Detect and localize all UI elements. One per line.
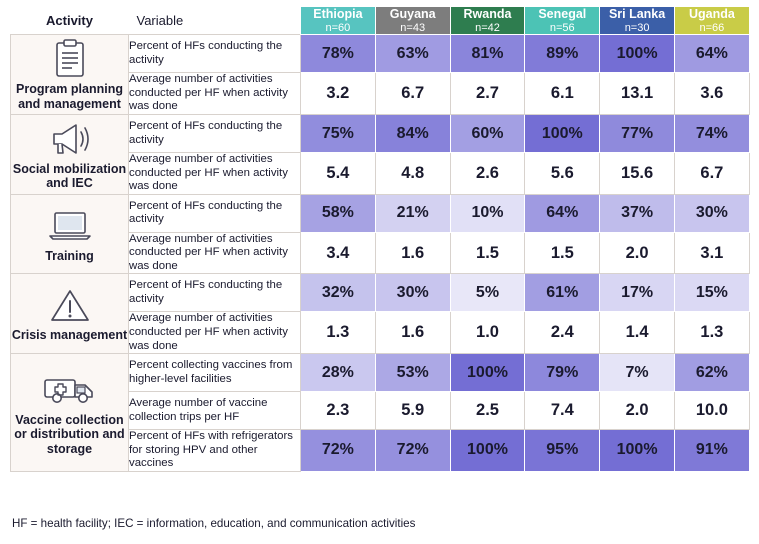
value-cell: 7.4 (525, 392, 600, 430)
value-cell: 100% (600, 35, 675, 73)
table-row (11, 115, 750, 153)
value-cell: 1.3 (674, 312, 749, 354)
variable-label: Percent collecting vaccines from higher-level facilities (129, 354, 301, 392)
value-cell: 3.4 (301, 232, 376, 274)
country-sample-size: n=30 (624, 22, 650, 34)
value-cell: 7% (600, 354, 675, 392)
header-row (11, 7, 750, 35)
variable-label: Percent of HFs conducting the activity (129, 274, 301, 312)
value-cell: 64% (525, 194, 600, 232)
value-cell: 64% (674, 35, 749, 73)
table-header (11, 7, 750, 35)
activity-label: Crisis management (11, 328, 128, 343)
value-cell: 28% (301, 354, 376, 392)
value-cell: 37% (600, 194, 675, 232)
activity-label: Social mobilization and IEC (12, 161, 127, 191)
variable-label: Percent of HFs conducting the activity (129, 194, 301, 232)
country-sample-size: n=56 (549, 22, 575, 34)
value-cell: 2.0 (600, 392, 675, 430)
activity-country-matrix (10, 6, 750, 472)
variable-label: Average number of activities conducted per HF when activity was done (129, 232, 301, 274)
value-cell: 32% (301, 274, 376, 312)
country-sample-size: n=43 (400, 22, 426, 34)
value-cell: 30% (375, 274, 450, 312)
value-cell: 6.1 (525, 73, 600, 115)
country-name: Sri Lanka (608, 7, 666, 21)
column-header-uganda (674, 7, 749, 35)
value-cell: 91% (674, 430, 749, 472)
value-cell: 53% (375, 354, 450, 392)
clipboard-icon (11, 38, 128, 80)
value-cell: 6.7 (375, 73, 450, 115)
country-sample-size: n=60 (325, 22, 351, 34)
value-cell: 74% (674, 115, 749, 153)
value-cell: 3.2 (301, 73, 376, 115)
table-row (11, 194, 750, 232)
value-cell: 10.0 (674, 392, 749, 430)
table-body (11, 35, 750, 471)
country-name: Senegal (538, 7, 587, 21)
value-cell: 100% (450, 354, 525, 392)
value-cell: 2.5 (450, 392, 525, 430)
value-cell: 1.6 (375, 232, 450, 274)
column-header-senegal (525, 7, 600, 35)
value-cell: 1.5 (525, 232, 600, 274)
value-cell: 13.1 (600, 73, 675, 115)
value-cell: 10% (450, 194, 525, 232)
variable-label: Percent of HFs with refrigerators for storing HPV and other vaccines (129, 430, 301, 472)
value-cell: 75% (301, 115, 376, 153)
value-cell: 81% (450, 35, 525, 73)
value-cell: 89% (525, 35, 600, 73)
variable-label: Percent of HFs conducting the activity (129, 115, 301, 153)
footnote: HF = health facility; IEC = information, education, and communication activities (12, 517, 416, 530)
column-header-variable: Variable (129, 7, 301, 35)
value-cell: 58% (301, 194, 376, 232)
variable-label: Average number of activities conducted per HF when activity was done (129, 153, 301, 195)
value-cell: 15% (674, 274, 749, 312)
column-header-ethiopia (301, 7, 376, 35)
value-cell: 2.6 (450, 153, 525, 195)
megaphone-icon (11, 118, 128, 160)
value-cell: 72% (301, 430, 376, 472)
activity-cell (11, 274, 129, 354)
country-sample-size: n=42 (475, 22, 500, 34)
value-cell: 72% (375, 430, 450, 472)
value-cell: 63% (375, 35, 450, 73)
column-header-guyana (375, 7, 450, 35)
value-cell: 1.0 (450, 312, 525, 354)
activity-cell (11, 115, 129, 195)
value-cell: 5.9 (375, 392, 450, 430)
activity-cell (11, 35, 129, 115)
value-cell: 95% (525, 430, 600, 472)
country-name: Guyana (389, 7, 436, 21)
value-cell: 2.7 (450, 73, 525, 115)
value-cell: 17% (600, 274, 675, 312)
value-cell: 3.6 (674, 73, 749, 115)
variable-label: Average number of activities conducted per HF when activity was done (129, 73, 301, 115)
value-cell: 3.1 (674, 232, 749, 274)
value-cell: 62% (674, 354, 749, 392)
value-cell: 100% (600, 430, 675, 472)
column-header-sri-lanka (600, 7, 675, 35)
value-cell: 2.4 (525, 312, 600, 354)
ambulance-icon (11, 369, 128, 411)
value-cell: 100% (525, 115, 600, 153)
value-cell: 2.3 (301, 392, 376, 430)
activity-label: Training (45, 248, 94, 263)
value-cell: 61% (525, 274, 600, 312)
value-cell: 77% (600, 115, 675, 153)
warning-triangle-icon (11, 284, 128, 326)
activity-cell (11, 194, 129, 274)
activity-label: Program planning and management (16, 82, 123, 111)
value-cell: 5% (450, 274, 525, 312)
value-cell: 15.6 (600, 153, 675, 195)
value-cell: 21% (375, 194, 450, 232)
variable-label: Average number of vaccine collection trips per HF (129, 392, 301, 430)
table-row (11, 274, 750, 312)
value-cell: 1.4 (600, 312, 675, 354)
variable-label: Percent of HFs conducting the activity (129, 35, 301, 73)
value-cell: 4.8 (375, 153, 450, 195)
variable-label: Average number of activities conducted per HF when activity was done (129, 312, 301, 354)
table-row (11, 35, 750, 73)
value-cell: 78% (301, 35, 376, 73)
table-row (11, 354, 750, 392)
country-sample-size: n=66 (699, 22, 725, 34)
country-name: Rwanda (463, 7, 512, 21)
value-cell: 84% (375, 115, 450, 153)
country-name: Ethiopia (313, 7, 363, 21)
value-cell: 30% (674, 194, 749, 232)
laptop-icon (11, 205, 128, 247)
value-cell: 60% (450, 115, 525, 153)
value-cell: 5.6 (525, 153, 600, 195)
value-cell: 5.4 (301, 153, 376, 195)
column-header-rwanda (450, 7, 525, 35)
value-cell: 1.3 (301, 312, 376, 354)
value-cell: 1.5 (450, 232, 525, 274)
activity-cell (11, 354, 129, 472)
value-cell: 1.6 (375, 312, 450, 354)
value-cell: 79% (525, 354, 600, 392)
activity-label: Vaccine collection or distribution and storage (14, 412, 125, 456)
country-name: Uganda (688, 7, 735, 21)
value-cell: 100% (450, 430, 525, 472)
value-cell: 6.7 (674, 153, 749, 195)
column-header-activity: Activity (11, 7, 129, 35)
value-cell: 2.0 (600, 232, 675, 274)
